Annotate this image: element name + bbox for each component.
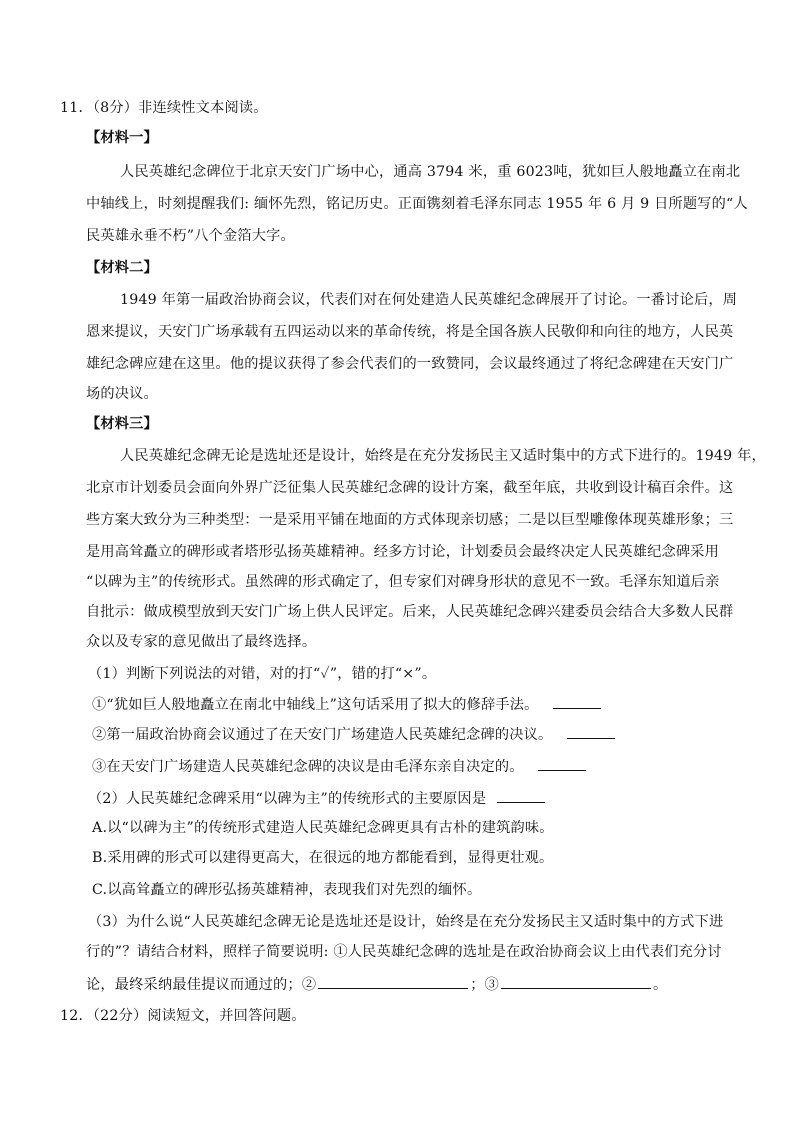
judgement-item-2 xyxy=(92,724,617,745)
subquestion-1-prompt: （1）判断下列说法的对错，对的打“✓”，错的打“×”。 xyxy=(88,666,437,682)
material-3-line: 是用高耸矗立的碑形或者塔形弘扬英雄精神。经多方讨论，计划委员会最终决定人民英雄纪念碑采用 xyxy=(86,544,720,560)
judgement-item-text: ①“犹如巨人般地矗立在南北中轴线上”这句话采用了拟大的修辞手法。 xyxy=(92,697,539,713)
judgement-item-1 xyxy=(92,694,603,715)
material-3-line: 人民英雄纪念碑无论是选址还是设计，始终是在充分发扬民主又适时集中的方式下进行的。1949 年， xyxy=(120,448,766,464)
subquestion-3-text: 论，最终采纳最佳提议而通过的；② xyxy=(86,977,317,993)
material-3-title: 【材料三】 xyxy=(86,416,158,432)
judgement-item-text: ③在天安门广场建造人民英雄纪念碑的决议是由毛泽东亲自决定的。 xyxy=(92,759,524,775)
judgement-item-3 xyxy=(92,756,588,777)
subquestion-3-text: 。 xyxy=(652,977,668,993)
answer-blank[interactable] xyxy=(497,788,545,803)
option-c: C.以高耸矗立的碑形弘扬英雄精神，表现我们对先烈的缅怀。 xyxy=(92,882,482,898)
answer-blank[interactable] xyxy=(501,974,651,989)
option-b: B.采用碑的形式可以建得更高大，在很远的地方都能看到，显得更壮观。 xyxy=(92,850,554,866)
answer-blank[interactable] xyxy=(538,756,586,771)
material-2-line: 雄纪念碑应建在这里。他的提议获得了参会代表们的一致赞同，会议最终通过了将纪念碑建在天安门广 xyxy=(86,356,734,372)
judgement-item-text: ②第一届政治协商会议通过了在天安门广场建造人民英雄纪念碑的决议。 xyxy=(92,727,553,743)
subquestion-3-text: ；③ xyxy=(470,977,499,993)
material-2-line: 恩来提议，天安门广场承载有五四运动以来的革命传统，将是全国各族人民敬仰和向往的地方，人民英 xyxy=(86,324,734,340)
material-1-title: 【材料一】 xyxy=(86,130,158,146)
subquestion-2-text: （2）人民英雄纪念碑采用“以碑为主”的传统形式的主要原因是 xyxy=(88,791,487,807)
answer-blank[interactable] xyxy=(567,724,615,739)
question-12-heading: 12．（22分）阅读短文，并回答问题。 xyxy=(60,1008,306,1024)
material-2-title: 【材料二】 xyxy=(86,260,158,276)
answer-blank[interactable] xyxy=(318,974,468,989)
question-11-heading: 11．（8分）非连续性文本阅读。 xyxy=(60,100,268,116)
subquestion-2-prompt xyxy=(88,788,547,809)
material-1-line: 中轴线上，时刻提醒我们: 缅怀先烈，铭记历史。正面镌刻着毛泽东同志 1955 年 6 月 9 日所题写的“人 xyxy=(86,196,748,212)
material-3-line: 些方案大致分为三种类型：一是采用平铺在地面的方式体现亲切感；二是以巨型雕像体现英雄形象；三 xyxy=(86,512,734,528)
material-3-line: 北京市计划委员会面向外界广泛征集人民英雄纪念碑的设计方案，截至年底，共收到设计稿百余件。这 xyxy=(86,480,734,496)
answer-blank[interactable] xyxy=(553,694,601,709)
subquestion-3-line: 行的”？请结合材料，照样子简要说明: ①人民英雄纪念碑的选址是在政治协商会议上由代表们充分讨 xyxy=(86,944,722,960)
material-2-line: 场的决议。 xyxy=(86,386,158,402)
subquestion-3-answer-line xyxy=(86,974,667,995)
material-1-line: 民英雄永垂不朽”八个金箔大字。 xyxy=(86,228,295,244)
material-3-line: “以碑为主”的传统形式。虽然碑的形式确定了，但专家们对碑身形状的意见不一致。毛泽东知道后亲 xyxy=(86,574,720,590)
material-2-line: 1949 年第一届政治协商会议，代表们对在何处建造人民英雄纪念碑展开了讨论。一番讨论后，周 xyxy=(120,292,738,308)
option-a: A.以“以碑为主”的传统形式建造人民英雄纪念碑更具有古朴的建筑韵味。 xyxy=(92,820,554,836)
material-3-line: 自批示：做成模型放到天安门广场上供人民评定。后来，人民英雄纪念碑兴建委员会结合大多数人民群 xyxy=(86,604,734,620)
subquestion-3-line: （3）为什么说“人民英雄纪念碑无论是选址还是设计，始终是在充分发扬民主又适时集中的方式下进 xyxy=(88,914,724,930)
material-3-line: 众以及专家的意见做出了最终选择。 xyxy=(86,634,317,650)
material-1-line: 人民英雄纪念碑位于北京天安门广场中心，通高 3794 米，重 6023吨，犹如巨人般地矗立在南北 xyxy=(120,164,741,180)
